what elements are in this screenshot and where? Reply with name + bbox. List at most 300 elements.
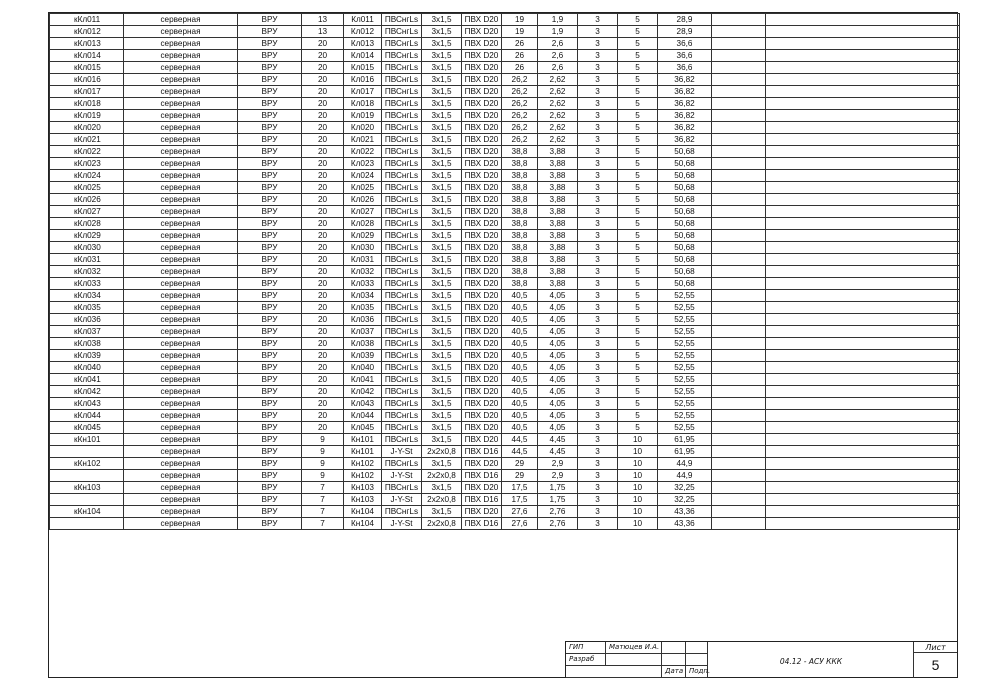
table-cell bbox=[712, 206, 766, 218]
table-cell: серверная bbox=[124, 26, 238, 38]
table-cell bbox=[712, 362, 766, 374]
table-cell: 3 bbox=[578, 26, 618, 38]
cable-mark-cell: кКл037 bbox=[50, 326, 124, 338]
cable-mark-cell: кКл025 bbox=[50, 182, 124, 194]
table-cell: 10 bbox=[618, 458, 658, 470]
table-row bbox=[50, 242, 960, 254]
table-cell: J-Y-St bbox=[382, 446, 422, 458]
table-cell: Кн103 bbox=[344, 494, 382, 506]
table-cell: 3x1,5 bbox=[422, 74, 462, 86]
table-cell: ВРУ bbox=[238, 338, 302, 350]
table-row bbox=[50, 506, 960, 518]
table-cell: ПВСнгLs bbox=[382, 422, 422, 434]
table-row bbox=[50, 170, 960, 182]
table-cell: 3x1,5 bbox=[422, 158, 462, 170]
table-cell bbox=[712, 290, 766, 302]
table-cell bbox=[712, 218, 766, 230]
cable-journal-table bbox=[49, 13, 960, 530]
table-cell: ВРУ bbox=[238, 278, 302, 290]
table-cell: 5 bbox=[618, 86, 658, 98]
table-cell: ПВХ D20 bbox=[462, 194, 502, 206]
table-row bbox=[50, 194, 960, 206]
table-cell: 5 bbox=[618, 314, 658, 326]
table-cell: 52,55 bbox=[658, 302, 712, 314]
table-row bbox=[50, 122, 960, 134]
table-cell: 40,5 bbox=[502, 398, 538, 410]
table-cell: 20 bbox=[302, 242, 344, 254]
table-cell: 3x1,5 bbox=[422, 206, 462, 218]
table-cell bbox=[712, 266, 766, 278]
table-cell: 36,6 bbox=[658, 38, 712, 50]
table-cell: 36,82 bbox=[658, 86, 712, 98]
table-cell bbox=[712, 122, 766, 134]
note-cell bbox=[766, 254, 960, 266]
cable-mark-cell: кКл030 bbox=[50, 242, 124, 254]
cable-mark-cell: кКл012 bbox=[50, 26, 124, 38]
table-cell: 36,82 bbox=[658, 110, 712, 122]
table-cell: Кл026 bbox=[344, 194, 382, 206]
table-cell: ВРУ bbox=[238, 122, 302, 134]
table-cell: ПВСнгLs bbox=[382, 362, 422, 374]
table-cell: серверная bbox=[124, 314, 238, 326]
table-cell: 3 bbox=[578, 182, 618, 194]
table-cell: 40,5 bbox=[502, 326, 538, 338]
table-row bbox=[50, 398, 960, 410]
table-row bbox=[50, 374, 960, 386]
table-cell: 2,62 bbox=[538, 98, 578, 110]
table-cell: 3x1,5 bbox=[422, 374, 462, 386]
table-cell: серверная bbox=[124, 374, 238, 386]
table-cell: 3x1,5 bbox=[422, 386, 462, 398]
note-cell bbox=[766, 470, 960, 482]
note-cell bbox=[766, 398, 960, 410]
table-cell: серверная bbox=[124, 170, 238, 182]
table-cell: 3x1,5 bbox=[422, 38, 462, 50]
table-cell: 10 bbox=[618, 518, 658, 530]
table-cell: 20 bbox=[302, 314, 344, 326]
table-cell: 3x1,5 bbox=[422, 422, 462, 434]
table-cell: 3,88 bbox=[538, 254, 578, 266]
table-cell: 20 bbox=[302, 146, 344, 158]
table-cell: Кн101 bbox=[344, 446, 382, 458]
cable-mark-cell: кКл013 bbox=[50, 38, 124, 50]
table-cell: 29 bbox=[502, 470, 538, 482]
table-cell: 3 bbox=[578, 422, 618, 434]
table-cell: 1,9 bbox=[538, 26, 578, 38]
table-cell: 52,55 bbox=[658, 362, 712, 374]
table-cell: серверная bbox=[124, 434, 238, 446]
table-cell: 26,2 bbox=[502, 134, 538, 146]
table-cell: 3x1,5 bbox=[422, 338, 462, 350]
table-cell: 20 bbox=[302, 38, 344, 50]
cable-mark-cell: кКл039 bbox=[50, 350, 124, 362]
table-cell: 5 bbox=[618, 62, 658, 74]
table-row bbox=[50, 434, 960, 446]
cable-mark-cell: кКл029 bbox=[50, 230, 124, 242]
note-cell bbox=[766, 62, 960, 74]
table-cell: ПВХ D20 bbox=[462, 230, 502, 242]
note-cell bbox=[766, 86, 960, 98]
table-cell: ПВХ D20 bbox=[462, 374, 502, 386]
table-cell: 3x1,5 bbox=[422, 134, 462, 146]
document-code: 04.12 - АСУ ККК bbox=[779, 656, 843, 666]
table-row bbox=[50, 62, 960, 74]
note-cell bbox=[766, 110, 960, 122]
table-cell: 38,8 bbox=[502, 230, 538, 242]
table-cell: ПВХ D20 bbox=[462, 158, 502, 170]
table-cell: 20 bbox=[302, 374, 344, 386]
table-cell: ПВХ D20 bbox=[462, 98, 502, 110]
table-row bbox=[50, 338, 960, 350]
table-cell bbox=[712, 434, 766, 446]
table-cell bbox=[712, 38, 766, 50]
cable-mark-cell: кКл018 bbox=[50, 98, 124, 110]
table-cell: серверная bbox=[124, 182, 238, 194]
table-cell: 44,5 bbox=[502, 446, 538, 458]
table-row bbox=[50, 290, 960, 302]
table-cell: 27,6 bbox=[502, 506, 538, 518]
table-cell: ПВСнгLs bbox=[382, 110, 422, 122]
table-cell bbox=[712, 410, 766, 422]
table-cell: 3x1,5 bbox=[422, 14, 462, 26]
table-cell: 3 bbox=[578, 134, 618, 146]
table-cell: ПВХ D20 bbox=[462, 254, 502, 266]
table-cell: 3x1,5 bbox=[422, 218, 462, 230]
table-cell: 3x1,5 bbox=[422, 482, 462, 494]
cable-mark-cell: кКл028 bbox=[50, 218, 124, 230]
table-row bbox=[50, 482, 960, 494]
table-cell: 2x2x0,8 bbox=[422, 518, 462, 530]
table-cell: 4,45 bbox=[538, 434, 578, 446]
table-cell bbox=[712, 74, 766, 86]
table-cell: 52,55 bbox=[658, 338, 712, 350]
table-cell: 7 bbox=[302, 494, 344, 506]
table-cell: ВРУ bbox=[238, 206, 302, 218]
table-cell: 38,8 bbox=[502, 206, 538, 218]
table-cell bbox=[712, 446, 766, 458]
table-cell bbox=[712, 374, 766, 386]
table-cell: 40,5 bbox=[502, 290, 538, 302]
table-cell: Кл014 bbox=[344, 50, 382, 62]
table-cell: ВРУ bbox=[238, 470, 302, 482]
table-cell: серверная bbox=[124, 482, 238, 494]
table-cell: 2,76 bbox=[538, 518, 578, 530]
table-cell: ПВСнгLs bbox=[382, 254, 422, 266]
table-cell: 3x1,5 bbox=[422, 350, 462, 362]
table-cell: 5 bbox=[618, 122, 658, 134]
table-cell: 5 bbox=[618, 182, 658, 194]
table-cell: Кл033 bbox=[344, 278, 382, 290]
table-row bbox=[50, 146, 960, 158]
table-cell: ВРУ bbox=[238, 362, 302, 374]
table-cell: 4,05 bbox=[538, 362, 578, 374]
table-cell: 3,88 bbox=[538, 242, 578, 254]
table-cell bbox=[712, 482, 766, 494]
table-cell: 50,68 bbox=[658, 182, 712, 194]
table-cell bbox=[712, 254, 766, 266]
table-cell: 9 bbox=[302, 434, 344, 446]
table-cell: ПВХ D20 bbox=[462, 122, 502, 134]
note-cell bbox=[766, 434, 960, 446]
table-cell: ПВХ D20 bbox=[462, 386, 502, 398]
note-cell bbox=[766, 278, 960, 290]
table-row bbox=[50, 278, 960, 290]
table-cell: 3x1,5 bbox=[422, 290, 462, 302]
table-cell: 20 bbox=[302, 194, 344, 206]
table-cell: серверная bbox=[124, 86, 238, 98]
table-cell: Кн102 bbox=[344, 470, 382, 482]
table-cell: 44,9 bbox=[658, 458, 712, 470]
table-row bbox=[50, 158, 960, 170]
table-cell: 20 bbox=[302, 98, 344, 110]
table-cell: 36,82 bbox=[658, 98, 712, 110]
table-cell: ВРУ bbox=[238, 350, 302, 362]
note-cell bbox=[766, 74, 960, 86]
table-cell: ПВХ D20 bbox=[462, 38, 502, 50]
table-cell: 17,5 bbox=[502, 482, 538, 494]
table-cell: ПВХ D20 bbox=[462, 338, 502, 350]
table-row bbox=[50, 206, 960, 218]
table-row bbox=[50, 458, 960, 470]
cable-mark-cell: кКл040 bbox=[50, 362, 124, 374]
table-cell: 43,36 bbox=[658, 506, 712, 518]
table-cell: ПВХ D20 bbox=[462, 410, 502, 422]
table-row bbox=[50, 302, 960, 314]
note-cell bbox=[766, 230, 960, 242]
table-row bbox=[50, 254, 960, 266]
table-cell: 3x1,5 bbox=[422, 506, 462, 518]
table-cell: 2x2x0,8 bbox=[422, 446, 462, 458]
table-cell: ПВХ D20 bbox=[462, 218, 502, 230]
table-cell: 3x1,5 bbox=[422, 86, 462, 98]
table-cell: 5 bbox=[618, 158, 658, 170]
table-cell: 3 bbox=[578, 482, 618, 494]
table-cell: ПВХ D20 bbox=[462, 110, 502, 122]
table-cell: ПВСнгLs bbox=[382, 134, 422, 146]
cable-mark-cell: кКн102 bbox=[50, 458, 124, 470]
table-cell: Кл031 bbox=[344, 254, 382, 266]
blank-cell bbox=[566, 666, 662, 678]
table-cell: 20 bbox=[302, 266, 344, 278]
cable-mark-cell: кКн103 bbox=[50, 482, 124, 494]
note-cell bbox=[766, 194, 960, 206]
table-cell: 38,8 bbox=[502, 194, 538, 206]
note-cell bbox=[766, 146, 960, 158]
table-cell: ПВХ D20 bbox=[462, 290, 502, 302]
cable-mark-cell: кКл033 bbox=[50, 278, 124, 290]
table-cell: 5 bbox=[618, 362, 658, 374]
table-cell: 5 bbox=[618, 242, 658, 254]
table-cell: 3,88 bbox=[538, 218, 578, 230]
table-cell: 52,55 bbox=[658, 422, 712, 434]
table-cell bbox=[712, 26, 766, 38]
table-cell bbox=[712, 86, 766, 98]
table-cell: 3 bbox=[578, 50, 618, 62]
table-cell: ВРУ bbox=[238, 242, 302, 254]
table-cell: ПВСнгLs bbox=[382, 386, 422, 398]
table-cell: 29 bbox=[502, 458, 538, 470]
table-cell: 26 bbox=[502, 50, 538, 62]
sheet-label: Лист bbox=[913, 642, 957, 653]
cable-mark-cell: кКл024 bbox=[50, 170, 124, 182]
table-cell: серверная bbox=[124, 14, 238, 26]
table-cell: 2,62 bbox=[538, 74, 578, 86]
table-cell: 5 bbox=[618, 326, 658, 338]
table-cell: 40,5 bbox=[502, 302, 538, 314]
table-cell bbox=[712, 146, 766, 158]
table-cell: ПВСнгLs bbox=[382, 290, 422, 302]
cable-mark-cell: кКл041 bbox=[50, 374, 124, 386]
note-cell bbox=[766, 494, 960, 506]
table-cell: 3 bbox=[578, 86, 618, 98]
table-cell: 38,8 bbox=[502, 146, 538, 158]
table-cell bbox=[712, 50, 766, 62]
table-cell: 20 bbox=[302, 134, 344, 146]
table-cell: ПВХ D20 bbox=[462, 146, 502, 158]
table-cell: Кл013 bbox=[344, 38, 382, 50]
table-cell: ВРУ bbox=[238, 146, 302, 158]
table-cell: 38,8 bbox=[502, 218, 538, 230]
table-row bbox=[50, 410, 960, 422]
table-cell: 20 bbox=[302, 206, 344, 218]
table-cell: ПВСнгLs bbox=[382, 170, 422, 182]
table-cell bbox=[712, 302, 766, 314]
table-cell: 36,82 bbox=[658, 122, 712, 134]
table-cell: 3 bbox=[578, 290, 618, 302]
table-cell: 3x1,5 bbox=[422, 50, 462, 62]
table-cell: ВРУ bbox=[238, 458, 302, 470]
note-cell bbox=[766, 206, 960, 218]
table-cell: ПВХ D20 bbox=[462, 26, 502, 38]
table-cell: ВРУ bbox=[238, 326, 302, 338]
table-cell: 52,55 bbox=[658, 398, 712, 410]
table-cell bbox=[712, 182, 766, 194]
table-cell: 3,88 bbox=[538, 266, 578, 278]
note-cell bbox=[766, 158, 960, 170]
table-cell: 3x1,5 bbox=[422, 26, 462, 38]
table-cell: 3x1,5 bbox=[422, 266, 462, 278]
table-cell: 36,82 bbox=[658, 74, 712, 86]
cable-rows bbox=[50, 14, 960, 530]
table-cell: 3,88 bbox=[538, 278, 578, 290]
table-cell: 3 bbox=[578, 62, 618, 74]
table-cell: 3 bbox=[578, 314, 618, 326]
table-cell bbox=[712, 458, 766, 470]
table-cell: ПВСнгLs bbox=[382, 74, 422, 86]
table-cell: Кл034 bbox=[344, 290, 382, 302]
table-cell: 50,68 bbox=[658, 146, 712, 158]
note-cell bbox=[766, 422, 960, 434]
table-cell: Кл042 bbox=[344, 386, 382, 398]
table-cell: Кл040 bbox=[344, 362, 382, 374]
table-cell: 10 bbox=[618, 434, 658, 446]
table-cell: 7 bbox=[302, 506, 344, 518]
table-cell: 5 bbox=[618, 146, 658, 158]
table-cell: серверная bbox=[124, 194, 238, 206]
table-cell: 20 bbox=[302, 170, 344, 182]
table-cell: 3 bbox=[578, 302, 618, 314]
table-cell: 3 bbox=[578, 14, 618, 26]
table-cell: 5 bbox=[618, 206, 658, 218]
gip-date-cell bbox=[686, 642, 708, 654]
table-cell: 26,2 bbox=[502, 110, 538, 122]
table-cell: серверная bbox=[124, 50, 238, 62]
table-cell: ПВСнгLs bbox=[382, 506, 422, 518]
razrab-name-cell bbox=[606, 654, 662, 666]
table-cell: ПВСнгLs bbox=[382, 158, 422, 170]
table-cell: ПВСнгLs bbox=[382, 482, 422, 494]
table-cell: 20 bbox=[302, 422, 344, 434]
table-cell: 3 bbox=[578, 434, 618, 446]
note-cell bbox=[766, 170, 960, 182]
table-cell: 50,68 bbox=[658, 230, 712, 242]
table-cell: 20 bbox=[302, 158, 344, 170]
table-cell: 2x2x0,8 bbox=[422, 470, 462, 482]
table-cell: 9 bbox=[302, 458, 344, 470]
table-cell: ПВСнгLs bbox=[382, 314, 422, 326]
note-cell bbox=[766, 242, 960, 254]
gip-name: Матюцев И.А. bbox=[606, 642, 662, 654]
table-cell: 9 bbox=[302, 470, 344, 482]
table-cell: серверная bbox=[124, 326, 238, 338]
table-cell: J-Y-St bbox=[382, 494, 422, 506]
table-cell: 3,88 bbox=[538, 182, 578, 194]
table-cell: ВРУ bbox=[238, 494, 302, 506]
table-cell: ВРУ bbox=[238, 74, 302, 86]
table-row bbox=[50, 494, 960, 506]
table-cell: 3,88 bbox=[538, 158, 578, 170]
table-cell: ПВСнгLs bbox=[382, 98, 422, 110]
cable-mark-cell: кКл042 bbox=[50, 386, 124, 398]
table-cell: 38,8 bbox=[502, 266, 538, 278]
table-cell: ПВСнгLs bbox=[382, 14, 422, 26]
table-cell: Кл024 bbox=[344, 170, 382, 182]
table-cell: 20 bbox=[302, 110, 344, 122]
table-cell: ПВСнгLs bbox=[382, 230, 422, 242]
table-row bbox=[50, 98, 960, 110]
table-cell: 1,75 bbox=[538, 494, 578, 506]
table-cell: 3x1,5 bbox=[422, 98, 462, 110]
table-cell: ВРУ bbox=[238, 62, 302, 74]
table-cell bbox=[712, 14, 766, 26]
table-row bbox=[50, 314, 960, 326]
table-cell: 27,6 bbox=[502, 518, 538, 530]
table-cell: 19 bbox=[502, 14, 538, 26]
cable-mark-cell: кКл034 bbox=[50, 290, 124, 302]
table-cell: 43,36 bbox=[658, 518, 712, 530]
table-cell: 3 bbox=[578, 170, 618, 182]
table-cell: серверная bbox=[124, 158, 238, 170]
table-row bbox=[50, 362, 960, 374]
table-cell: 20 bbox=[302, 278, 344, 290]
table-cell: 4,05 bbox=[538, 338, 578, 350]
table-cell: Кл030 bbox=[344, 242, 382, 254]
table-cell: ВРУ bbox=[238, 506, 302, 518]
cable-mark-cell: кКн104 bbox=[50, 506, 124, 518]
table-cell: 3,88 bbox=[538, 170, 578, 182]
table-cell: 3 bbox=[578, 242, 618, 254]
note-cell bbox=[766, 266, 960, 278]
table-cell: 20 bbox=[302, 302, 344, 314]
table-cell: ПВХ D16 bbox=[462, 470, 502, 482]
note-cell bbox=[766, 122, 960, 134]
table-cell bbox=[712, 398, 766, 410]
table-cell: 2,6 bbox=[538, 62, 578, 74]
table-cell: 3x1,5 bbox=[422, 434, 462, 446]
table-cell: 52,55 bbox=[658, 374, 712, 386]
table-cell: ПВХ D20 bbox=[462, 62, 502, 74]
table-cell: ПВСнгLs bbox=[382, 122, 422, 134]
